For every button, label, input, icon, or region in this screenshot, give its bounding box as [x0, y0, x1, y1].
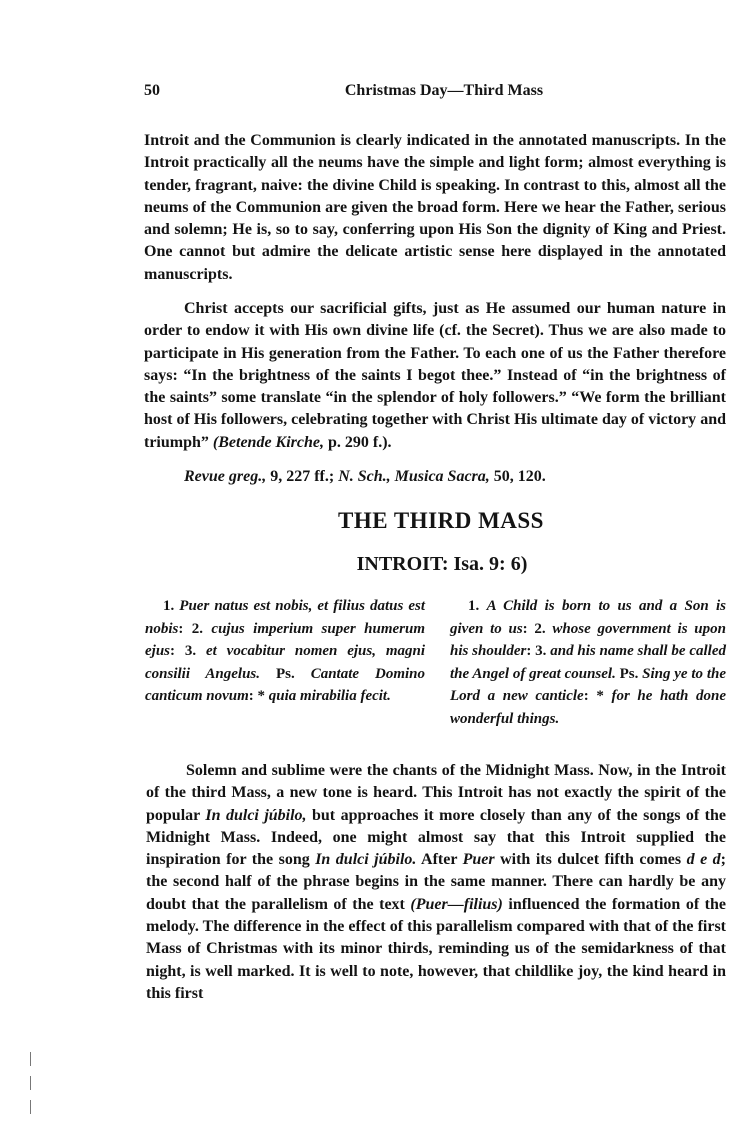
note-names: d e d [686, 851, 721, 869]
margin-marks [30, 1052, 31, 1124]
asterisk-marker: : * [248, 688, 269, 704]
english-verse-3: and his name shall be called the Angel of great counsel. [450, 643, 726, 682]
latin-word: Puer [462, 851, 495, 869]
running-title: Christmas Day—Third Mass [344, 82, 544, 99]
english-introit [450, 595, 726, 730]
english-verse-1: A Child is born to us and a Son is given to us [450, 598, 726, 637]
commentary-text: ; the second half of the phrase begins in the same manner. There can hardly be any doubt that the parallelism of the text [146, 851, 726, 913]
latin-verse-3: et vocabitur nomen ejus, magni consilii Angelus. [145, 643, 425, 682]
verse-number: : 3. [526, 643, 551, 659]
commentary-text: Solemn and sublime were the chants of the Midnight Mass. Now, in the Introit of the third Mass, a new tone is heard. This Introit has not exactly the spirit of the popular [146, 762, 726, 824]
citation-title: (Betende Kirche, [212, 433, 324, 451]
psalm-marker: Ps. [260, 665, 311, 682]
commentary-text: After [416, 851, 463, 869]
commentary-text: influenced the formation of the melody. The difference in the effect of this parallelism compared with that of the first Mass of Christmas with its minor thirds, reminding us of the semidarkness of that night, is well marked. It is well to note, however, that childlike joy, the kind heard in this first [146, 895, 726, 1002]
introit-label: INTROIT [356, 553, 442, 575]
english-text-column [450, 595, 726, 730]
reference-detail-2: 50, 120. [489, 468, 546, 485]
english-psalm: Sing ye to the Lord a new canticle [450, 665, 726, 704]
latin-verse-1: Puer natus est nobis, et filius datus est nobis [145, 598, 426, 637]
paragraph-commentary [146, 760, 726, 1005]
margin-mark [30, 1076, 31, 1090]
latin-parallel: (Puer—filius) [410, 895, 503, 913]
latin-verse-2: cujus imperium super humerum ejus [145, 620, 425, 659]
section-title: THE THIRD MASS [338, 508, 544, 533]
verse-number: 1. [468, 598, 487, 614]
references-line [144, 466, 726, 488]
latin-text-column [145, 595, 425, 708]
page-header [144, 82, 726, 106]
reference-journal-2: N. Sch., Musica Sacra, [338, 468, 490, 485]
verse-number: : 2. [178, 620, 212, 637]
reference-detail-1: 9, 227 ff.; [266, 468, 339, 485]
reference-journal-1: Revue greg., [184, 468, 267, 485]
verse-number: : 2. [522, 620, 553, 637]
asterisk-marker: : * [583, 688, 612, 704]
introit-heading [144, 553, 726, 576]
verse-number: 1. [163, 598, 180, 614]
verse-number: : 3. [170, 643, 206, 659]
latin-psalm: Cantate Domino canticum novum [145, 665, 425, 704]
english-psalm-end: for he hath done wonderful things. [450, 688, 727, 727]
introit-reference: : Isa. 9: 6) [441, 553, 528, 575]
paragraph-sacrificial-gifts [144, 298, 726, 454]
margin-mark [30, 1100, 31, 1114]
paragraph-introit-communion: Introit and the Communion is clearly indicated in the annotated manuscripts. In the Introit practically all the neums have the simple and light form; almost everything is tender, fragrant, naive: the divine Child is speaking. In contrast to this, almost all the neums of the Communion are given the broad form. Here we hear the Father, serious and solemn; He is, so to say, conferring upon His Son the dignity of King and Priest. One cannot but admire the delicate artistic sense here displayed in the annotated manuscripts. [144, 132, 726, 283]
page-number: 50 [144, 82, 160, 99]
latin-introit [145, 595, 425, 708]
commentary-text: with its dulcet fifth comes [494, 851, 687, 869]
psalm-marker: Ps. [615, 665, 643, 682]
commentary-text: but approaches it more closely than any of the songs of the Midnight Mass. Indeed, one might almost say that this Introit supplied the inspiration for the song [146, 806, 727, 869]
song-title: In dulci júbilo. [315, 851, 417, 869]
citation-page: p. 290 f.). [324, 433, 392, 451]
margin-mark [30, 1052, 31, 1066]
song-title: In dulci júbilo, [205, 806, 307, 824]
latin-psalm-end: quia mirabilia fecit. [268, 688, 391, 704]
english-verse-2: whose government is upon his shoulder [450, 620, 726, 659]
paragraph-text: Christ accepts our sacrificial gifts, just as He assumed our human nature in order to endow it with His own divine life (cf. the Secret). Thus we are also made to participate in His generation from the Father. To each one of us the Father therefore says: “In the brightness of the saints I begot thee.” Instead of “in the brightness of the saints” some translate “in the splendor of holy followers.” “We form the brilliant host of His followers, celebrating together with Christ His ultimate day of victory and triumph” [144, 300, 726, 451]
